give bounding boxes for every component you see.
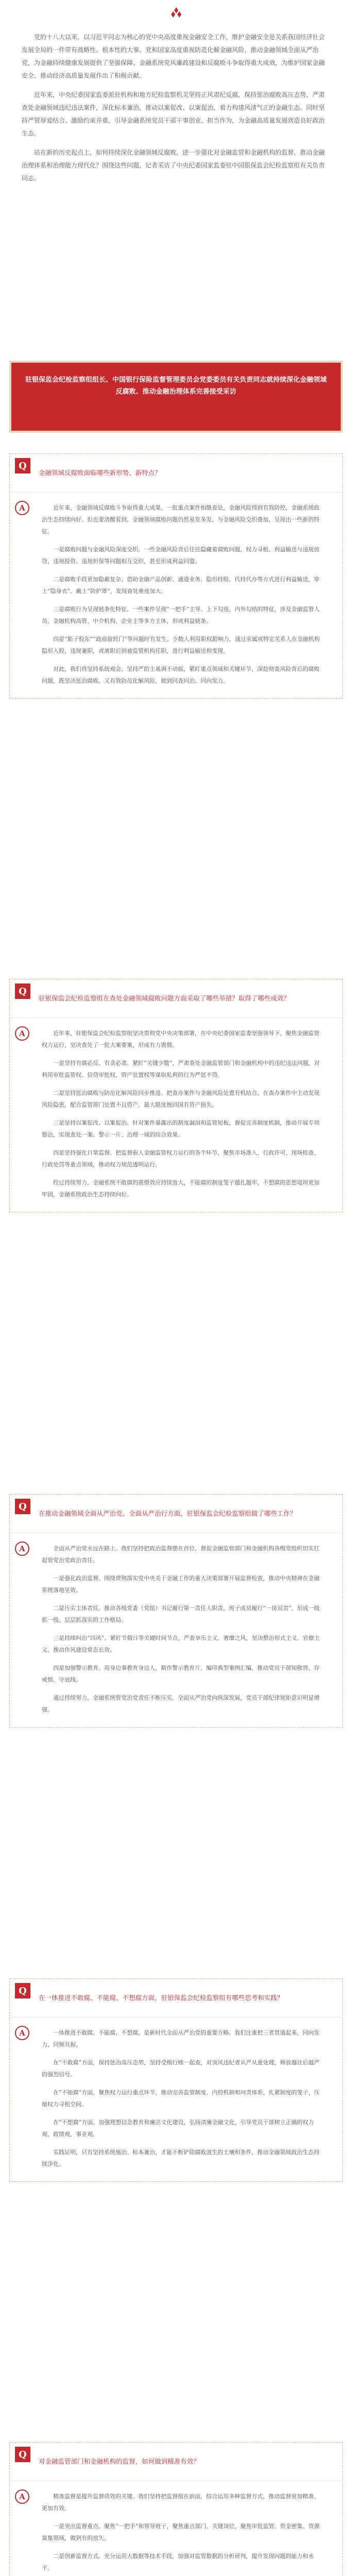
interview-banner — [9, 361, 343, 433]
answer-body — [10, 2481, 342, 2576]
answer-paragraph: 三是腐败行为呈现链条化特征。一些案件呈现“一把手”主导、上下勾连、内外勾结的特征，涉及金融监管人员、金融机构高管、中介机构、企业主等多方主体，形成利益链条。 — [42, 606, 320, 624]
answer-paragraph: 对此，我们将坚持系统观念，坚持严的主基调不动摇，紧盯重点领域和关键环节，深挖彻查风险背后的腐败问题，既坚决惩治腐败，又有效防范化解风险，做到同查同治、同向发力。 — [42, 666, 320, 684]
banner-text: 驻银保监会纪检监察组组长、中国银行保险监督管理委员会党委委员有关负责同志就持续深化金融领域反腐败、推动金融治理体系完善接受采访 — [25, 376, 327, 396]
answer-paragraph: 二是压实主体责任。推动各级党委（党组）书记履行第一责任人职责，班子成员履行“一岗双责”，形成一级抓一级、层层抓落实的工作格局。 — [42, 1605, 320, 1623]
red-tri-diamond-logo — [171, 7, 182, 18]
answer-body — [10, 2018, 342, 2181]
answer-paragraph: 精准监督是提升监督质效的关键。我们坚持把监督挺在前面，综合运用多种监督方式，推动监督更加精准、更加有效。 — [42, 2493, 320, 2512]
intro-paragraph: 党的十八大以来，以习近平同志为核心的党中央高度重视金融安全工作，维护金融安全是关系我国经济社会发展全局的一件带有战略性、根本性的大事。党和国家高度重视防范化解金融风险，推动金融领域全面从严治党，为金融持续健康发展提供了坚强保障，金融系统党风廉政建设和反腐败斗争取得重大成效，为维护国家金融安全、推动经济高质量发展作出了积极贡献。 — [22, 33, 325, 79]
answer-paragraph: 二是创新监督方式。充分运用大数据等技术手段，加强对监管数据的分析研判，提升发现问题的能力和水平。 — [42, 2553, 314, 2571]
question-bar — [10, 1495, 342, 1533]
question-text: 在一体推进不敢腐、不能腐、不想腐方面，驻银保监会纪检监察组有哪些思考和实践？ — [39, 1994, 284, 2002]
answer-a-icon: A — [15, 2489, 29, 2504]
answer-paragraph: 四是“影子股东”“政商旋转门”等问题时有发生。少数人利用职权影响力，通过亲属或特定关系人在金融机构隐形入股、违规兼职，或离职后到被监管机构任职，进行利益输送和变现。 — [42, 636, 320, 654]
answer-paragraph: 三是持续纠治“四风”。紧盯节假日等关键时间节点，严查享乐主义、奢靡之风，坚决整治形式主义、官僚主义，推动作风建设常态长效。 — [42, 1635, 320, 1653]
answer-paragraph: 全面从严治党永远在路上。我们坚持把政治监督摆在首位，督促金融监管部门和金融机构各级党组织切实扛起管党治党政治责任。 — [42, 1545, 320, 1564]
question-q-icon: Q — [15, 2447, 30, 2462]
answer-paragraph: 四是加强警示教育。用身边事教育身边人，制作警示教育片，编印典型案例汇编，推动党员干部知敬畏、存戒惧、守底线。 — [42, 1665, 320, 1683]
answer-paragraph: 二是腐败手段更加隐蔽复杂。借助金融产品创新、通道业务、隐形持股、代持代办等方式进行利益输送，穿上“隐身衣”、戴上“防护罩”，发现查处难度加大。 — [42, 576, 320, 595]
answer-paragraph: 在“不能腐”方面，聚焦权力运行重点环节，推动完善监管制度、内控机制和问责体系，扎紧制度的笼子，压缩权力寻租空间。 — [42, 2089, 320, 2108]
answer-a-icon: A — [15, 1541, 29, 1556]
answer-paragraph: 经过持续努力，金融系统不敢腐的震慑效应持续放大，不能腐的制度笼子越扎越牢，不想腐的思想堤坝更加牢固，金融系统政治生态持续向好。 — [42, 1179, 320, 1198]
answer-a-icon: A — [15, 501, 29, 515]
answer-paragraph: 近年来，驻银保监会纪检监察组坚决贯彻党中央决策部署，在中央纪委国家监委坚强领导下，聚焦金融监管权力运行，坚决查处了一批大案要案，形成有力震慑。 — [42, 1030, 320, 1048]
question-q-icon: Q — [15, 984, 30, 999]
answer-paragraph: 在“不敢腐”方面，保持惩治高压态势，坚持受贿行贿一起查，对顶风违纪者从严从重处理，释放越往后越严的强烈信号。 — [42, 2059, 320, 2078]
answer-paragraph: 一是腐败问题与金融风险深度交织。一些金融风险背后往往隐藏着腐败问题，权力寻租、利益输送与违规放贷、违规投资、违规担保等问题相互交织，甚至形成利益同盟。 — [42, 546, 320, 565]
intro-paragraph: 近年来，中央纪委国家监委派驻机构和地方纪检监察机关坚持正风肃纪反腐，保持惩治腐败高压态势，严肃查处金融领域违纪违法案件，深化标本兼治，推动以案促改、以案促治，着力构建风清气正的金融生态。同时坚持严管厚爱结合、激励约束并重，引导金融系统党员干部干事创业、担当作为，为金融高质量发展营造良好政治生态。 — [22, 91, 325, 137]
question-bar — [10, 2443, 342, 2481]
question-q-icon: Q — [15, 1499, 30, 1514]
answer-body — [10, 493, 342, 698]
answer-paragraph: 一体推进不敢腐、不能腐、不想腐，是新时代全面从严治党的重要方略。我们注重把三者贯通起来，同向发力、同频共振。 — [42, 2029, 320, 2048]
answer-paragraph: 一是强化政治监督。围绕贯彻落实党中央关于金融工作的重大决策部署开展监督检查，推动中央精神在金融系统落地见效。 — [42, 1575, 320, 1594]
answer-paragraph: 通过持续努力，金融系统管党治党责任不断压实，全面从严治党向纵深发展，党员干部纪律规矩意识明显增强。 — [42, 1694, 320, 1713]
top-bar — [0, 0, 352, 25]
answer-paragraph: 在“不想腐”方面，加强理想信念教育和廉洁文化建设，弘扬清廉金融文化，引导党员干部树立正确的权力观、政绩观、事业观。 — [42, 2119, 314, 2138]
answer-paragraph: 一是坚持有腐必反、有贪必肃。紧盯“关键少数”，严肃查处金融监管部门和金融机构中的违纪违法问题，对利用审批监管权、信贷审批权、资产处置权等谋取私利的行为严惩不贷。 — [42, 1060, 320, 1078]
qa-block — [9, 2442, 343, 2576]
question-text: 在推动金融领域全面从严治党、全面从严治行方面，驻银保监会纪检监察组做了哪些工作？ — [39, 1510, 297, 1517]
answer-a-icon: A — [15, 1026, 29, 1041]
answer-paragraph: 四是坚持强化日常监督。把监督嵌入金融监管权力运行的各个环节，聚焦市场准入、行政许可、现场检查、行政处罚等重点领域，推动权力规范透明运行。 — [42, 1149, 320, 1168]
answer-paragraph: 二是坚持惩治腐败与防范化解风险同步推进。把查办案件与金融风险处置有机结合，在查办案件中主动发现风险隐患，配合监管部门处置不良资产，最大限度挽回国有资产损失。 — [42, 1090, 320, 1108]
question-bar — [10, 1979, 342, 2018]
intro-section — [0, 31, 352, 191]
qa-block — [9, 1494, 343, 1727]
question-bar — [10, 979, 342, 1018]
answer-body — [10, 1018, 342, 1212]
question-bar — [10, 454, 342, 493]
answer-paragraph: 实践证明，只有坚持系统施治、标本兼治，才能不断铲除腐败滋生的土壤和条件，推动金融领域政治生态持续净化。 — [42, 2149, 320, 2167]
question-q-icon: Q — [15, 1983, 30, 1998]
intro-paragraph: 站在新的历史起点上，如何持续深化金融领域反腐败，进一步强化对金融监管和金融机构的监督，推动金融治理体系和治理能力现代化？围绕这些问题，记者采访了中央纪委国家监委驻中国银保监会纪检监察组有关负责同志。 — [22, 149, 325, 182]
answer-paragraph: 三是坚持以案促改、以案促治。针对案件暴露出的制度漏洞和监管短板，督促完善制度机制，推动开展专项整治，实现查处一案、警示一片、治理一域的综合效果。 — [42, 1120, 320, 1138]
question-text: 驻银保监会纪检监察组在查处金融领域腐败问题方面采取了哪些举措？取得了哪些成效？ — [39, 994, 290, 1002]
answer-body — [10, 1533, 342, 1727]
question-q-icon: Q — [15, 458, 30, 473]
question-text: 对金融监管部门和金融机构的监督，如何做到精准有效？ — [39, 2458, 200, 2465]
answer-a-icon: A — [15, 2026, 29, 2040]
answer-paragraph: 近年来，金融领域反腐败斗争取得重大成果，一批重点案件相继查处，金融风险得到有效防控，金融系统政治生态持续向好。但也要清醒看到，金融领域腐败问题仍然易发多发，与金融风险交织叠加，呈现出一些新的特征。 — [42, 504, 320, 535]
answer-paragraph: 一是突出监督重点。聚焦“一把手”和领导班子，聚焦重点部门、关键岗位，聚焦审批监管、资金密集、资源富集领域，做到有的放矢。 — [42, 2523, 320, 2541]
qa-block — [9, 453, 343, 699]
qa-block — [9, 1978, 343, 2182]
question-text: 金融领域反腐败面临哪些新形势、新特点？ — [39, 469, 161, 477]
qa-block — [9, 979, 343, 1212]
